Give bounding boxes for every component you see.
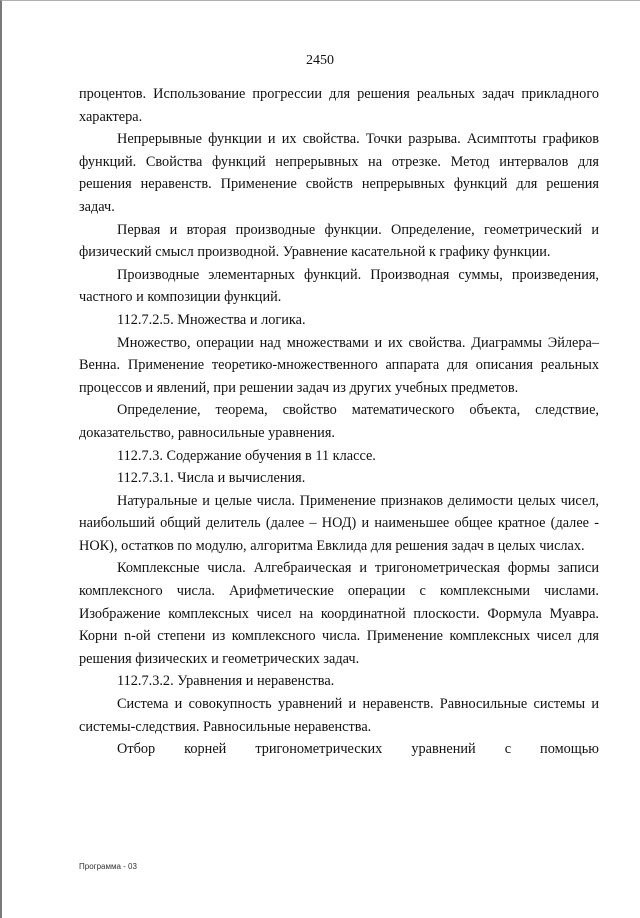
- paragraph-derivatives: Первая и вторая производные функции. Определение, геометрический и физический смысл производной. Уравнение касательной к графику функции.: [79, 221, 599, 261]
- section-heading-equations: 112.7.3.2. Уравнения и неравенства.: [117, 673, 335, 690]
- paragraph-systems: Система и совокупность уравнений и неравенств. Равносильные системы и системы-следствия. Равносильные неравенства.: [79, 696, 599, 735]
- section-heading-grade-11: 112.7.3. Содержание обучения в 11 классе.: [117, 447, 376, 464]
- paragraph-progression-tail: процентов. Использование прогрессии для решения реальных задач прикладного характера.: [79, 86, 599, 125]
- paragraph-sets: Множество, операции над множествами и их свойства. Диаграммы Эйлера–Венна. Применение теоретико-множественного аппарата для описания реальных процессов и явлений, при решении задач из других учебных предметов.: [79, 334, 599, 396]
- footer-label: Программа - 03: [79, 862, 137, 871]
- paragraph-continuous-functions: Непрерывные функции и их свойства. Точки разрыва. Асимптоты графиков функций. Свойства функций непрерывных на отрезке. Метод интервалов для решения неравенств. Применение свойств непрерывных функций для решения задач.: [79, 131, 599, 215]
- section-heading-sets-logic: 112.7.2.5. Множества и логика.: [117, 311, 306, 328]
- paragraph-integers: Натуральные и целые числа. Применение признаков делимости целых чисел, наибольший общий делитель (далее – НОД) и наименьшее общее кратное (далее - НОК), остатков по модулю, алгоритма Евклида для решения задач в целых числах.: [79, 492, 599, 554]
- page-number: 2450: [306, 53, 334, 68]
- paragraph-elementary-derivatives: Производные элементарных функций. Производная суммы, произведения, частного и композиции функций.: [79, 266, 599, 306]
- document-body: [79, 83, 599, 761]
- section-heading-numbers: 112.7.3.1. Числа и вычисления.: [117, 470, 306, 487]
- paragraph-complex-numbers: Комплексные числа. Алгебраическая и тригонометрическая формы записи комплексного числа. Арифметические операции с комплексными числами. Изображение комплексных чисел на координатной плоскости. Формула Муавра. Корни n-ой степени из комплексного числа. Применение комплексных чисел для решения физических и геометрических задач.: [79, 560, 599, 667]
- paragraph-definitions: Определение, теорема, свойство математического объекта, следствие, доказательство, равносильные уравнения.: [79, 402, 599, 441]
- paragraph-root-selection: Отбор корней тригонометрических уравнений с помощью: [117, 741, 599, 758]
